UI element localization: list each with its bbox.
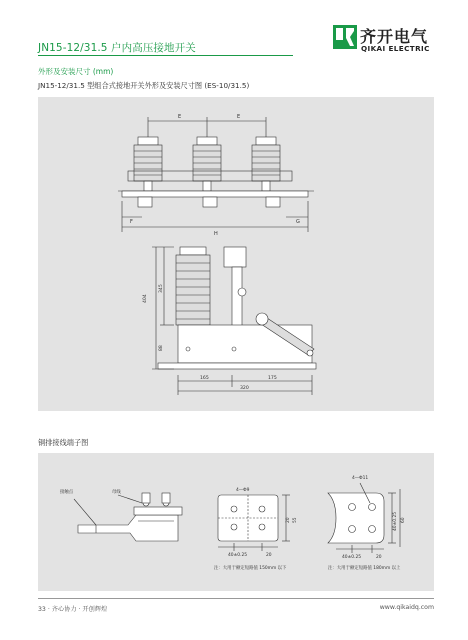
logo-mark-icon bbox=[333, 25, 357, 49]
drawing3-note: 注：大用于额定短路值 180mm 以上 bbox=[328, 566, 401, 571]
drawing3-bottom-2: 20 bbox=[376, 555, 382, 560]
dimension-drawing-panel bbox=[38, 97, 434, 411]
title-divider bbox=[38, 55, 293, 56]
dim-label-320: 320 bbox=[240, 386, 249, 391]
side-view bbox=[152, 247, 316, 395]
dim-label-e2: E bbox=[237, 114, 241, 120]
terminal-drawing-panel bbox=[38, 453, 434, 591]
figure-caption: JN15-12/31.5 型组合式接地开关外形及安装尺寸图 (ES-10/31.5) bbox=[38, 81, 250, 90]
page-title: JN15-12/31.5 户内高压接地开关 bbox=[38, 42, 196, 54]
insulator-pole-2 bbox=[193, 137, 221, 191]
drawing2-top: 4—Φ9 bbox=[236, 488, 250, 493]
insulator-pole-3 bbox=[252, 137, 280, 191]
dim-label-165: 165 bbox=[200, 376, 209, 381]
earthing-switch-drawing bbox=[38, 97, 434, 411]
drawing2-note: 注：大用于额定短路值 150mm 以下 bbox=[214, 566, 287, 571]
busbar-terminal-drawing bbox=[38, 453, 434, 591]
insulator-pole-1 bbox=[134, 137, 162, 191]
drawing2-bottom-1: 40±0.25 bbox=[228, 553, 248, 558]
dim-label-404: 404 bbox=[143, 294, 148, 303]
dim-label-h: H bbox=[214, 231, 218, 237]
drawing2-height-2: 55 bbox=[293, 517, 298, 523]
section-heading-dimensions: 外形及安装尺寸 (mm) bbox=[38, 67, 114, 76]
drawing3-top: 4—Φ11 bbox=[352, 476, 369, 481]
dim-label-e1: E bbox=[178, 114, 182, 120]
dim-label-f: F bbox=[130, 219, 133, 225]
drawing3-height-2: 60 bbox=[401, 517, 406, 523]
footer-website-link[interactable]: www.qikaidq.com bbox=[379, 604, 434, 611]
drawing3-height-1: 40±0.25 bbox=[393, 511, 398, 531]
dim-label-88: 88 bbox=[159, 345, 164, 351]
logo-chinese-name: 齐开电气 bbox=[360, 27, 429, 46]
logo-english-name: QIKAI ELECTRIC bbox=[361, 44, 430, 53]
label-busbar: 母线 bbox=[112, 490, 121, 495]
label-contact-point: 接触点 bbox=[60, 490, 74, 495]
drawing2-height-1: 20 bbox=[286, 517, 291, 523]
dim-label-g: G bbox=[296, 219, 300, 225]
drawing2-bottom-2: 20 bbox=[266, 553, 272, 558]
dim-label-175: 175 bbox=[268, 376, 277, 381]
drawing3-bottom-1: 40±0.25 bbox=[342, 555, 362, 560]
footer-page-slogan: 33 · 齐心协力 · 开创辉煌 bbox=[38, 606, 108, 613]
section-heading-terminals: 铜排接线端子图 bbox=[38, 438, 89, 447]
dim-label-345: 345 bbox=[159, 284, 164, 293]
footer-divider bbox=[38, 598, 434, 599]
